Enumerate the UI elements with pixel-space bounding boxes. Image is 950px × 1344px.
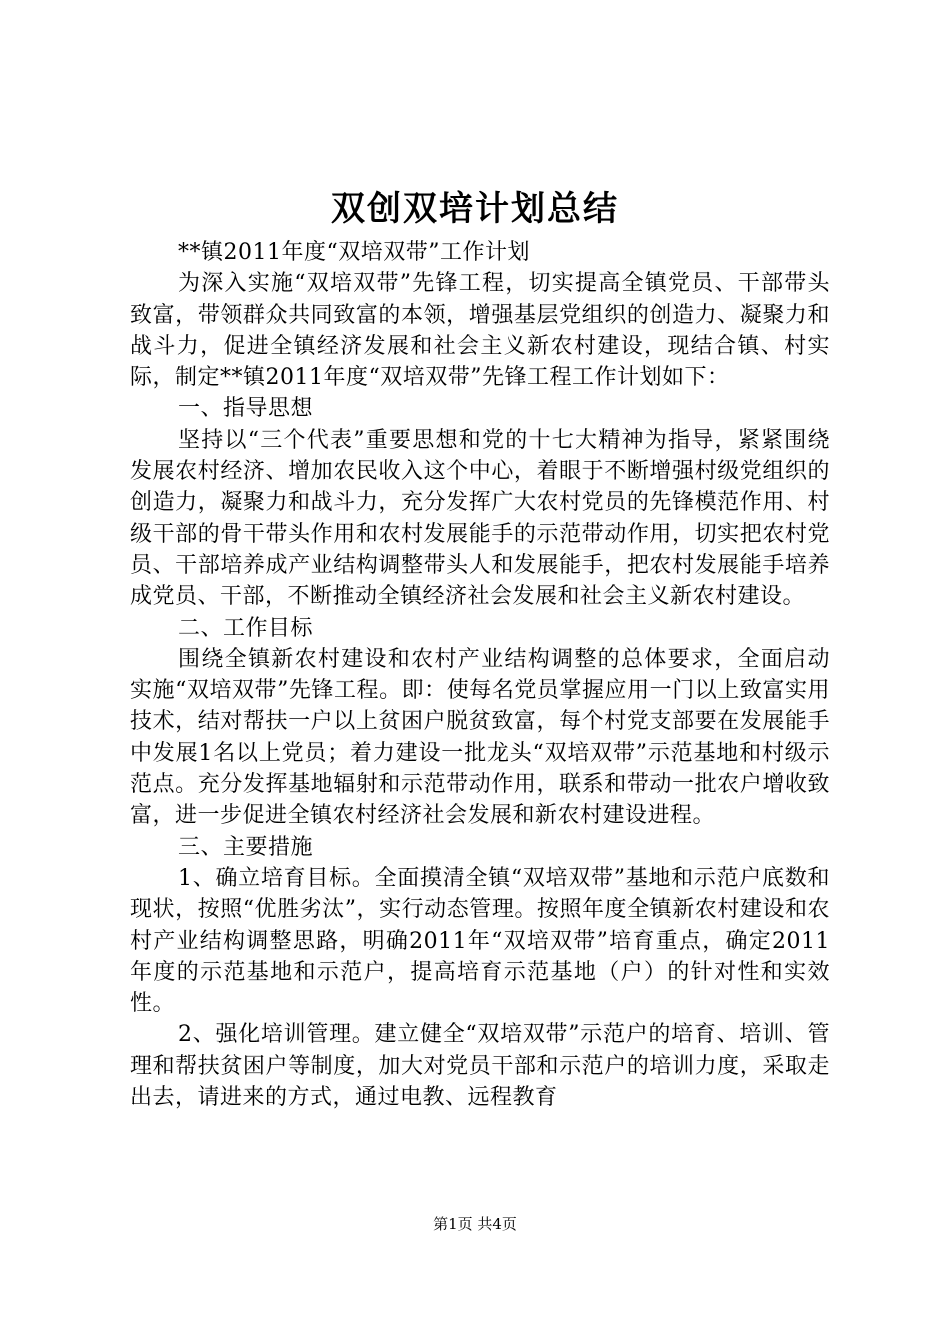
guiding-ideology-paragraph: 坚持以“三个代表”重要思想和党的十七大精神为指导，紧紧围绕发展农村经济、增加农民收入这个中心，着眼于不断增强村级党组织的创造力，凝聚力和战斗力，充分发挥广大农村党员的先锋模范作用、村级干部的骨干带头作用和农村发展能手的示范带动作用，切实把农村党员、干部培养成产业结构调整带头人和发展能手，把农村发展能手培养成党员、干部，不断推动全镇经济社会发展和社会主义新农村建设。 [130, 427, 830, 610]
document-body [130, 237, 830, 1113]
section-heading-main-measures: 三、主要措施 [178, 834, 314, 860]
section-heading-work-goals: 二、工作目标 [178, 615, 314, 641]
work-goals-paragraph: 围绕全镇新农村建设和农村产业结构调整的总体要求，全面启动实施“双培双带”先锋工程。即：使每名党员掌握应用一门以上致富实用技术，结对帮扶一户以上贫困户脱贫致富，每个村党支部要在发展能手中发展1名以上党员；着力建设一批龙头“双培双带”示范基地和村级示范点。充分发挥基地辐射和示范带动作用，联系和带动一批农户增收致富，进一步促进全镇农村经济社会发展和新农村建设进程。 [130, 646, 830, 829]
intro-paragraph: 为深入实施“双培双带”先锋工程，切实提高全镇党员、干部带头致富，带领群众共同致富的本领，增强基层党组织的创造力、凝聚力和战斗力，促进全镇经济发展和社会主义新农村建设，现结合镇、村实际，制定**镇2011年度“双培双带”先锋工程工作计划如下： [130, 271, 830, 391]
plan-heading: **镇2011年度“双培双带”工作计划 [178, 240, 530, 265]
section-heading-guiding-ideology: 一、指导思想 [178, 396, 314, 422]
measure-1-paragraph: 1、确立培育目标。全面摸清全镇“双培双带”基地和示范户底数和现状，按照“优胜劣汰”，实行动态管理。按照年度全镇新农村建设和农村产业结构调整思路，明确2011年“双培双带”培育重点，确定2011年度的示范基地和示范户，提高培育示范基地（户）的针对性和实效性。 [130, 865, 830, 1017]
page-footer: 第1页 共4页 [433, 1215, 517, 1233]
document-title: 双创双培计划总结 [331, 189, 619, 229]
measure-2-paragraph: 2、强化培训管理。建立健全“双培双带”示范户的培育、培训、管理和帮扶贫困户等制度，加大对党员干部和示范户的培训力度，采取走出去，请进来的方式，通过电教、远程教育 [130, 1022, 830, 1111]
